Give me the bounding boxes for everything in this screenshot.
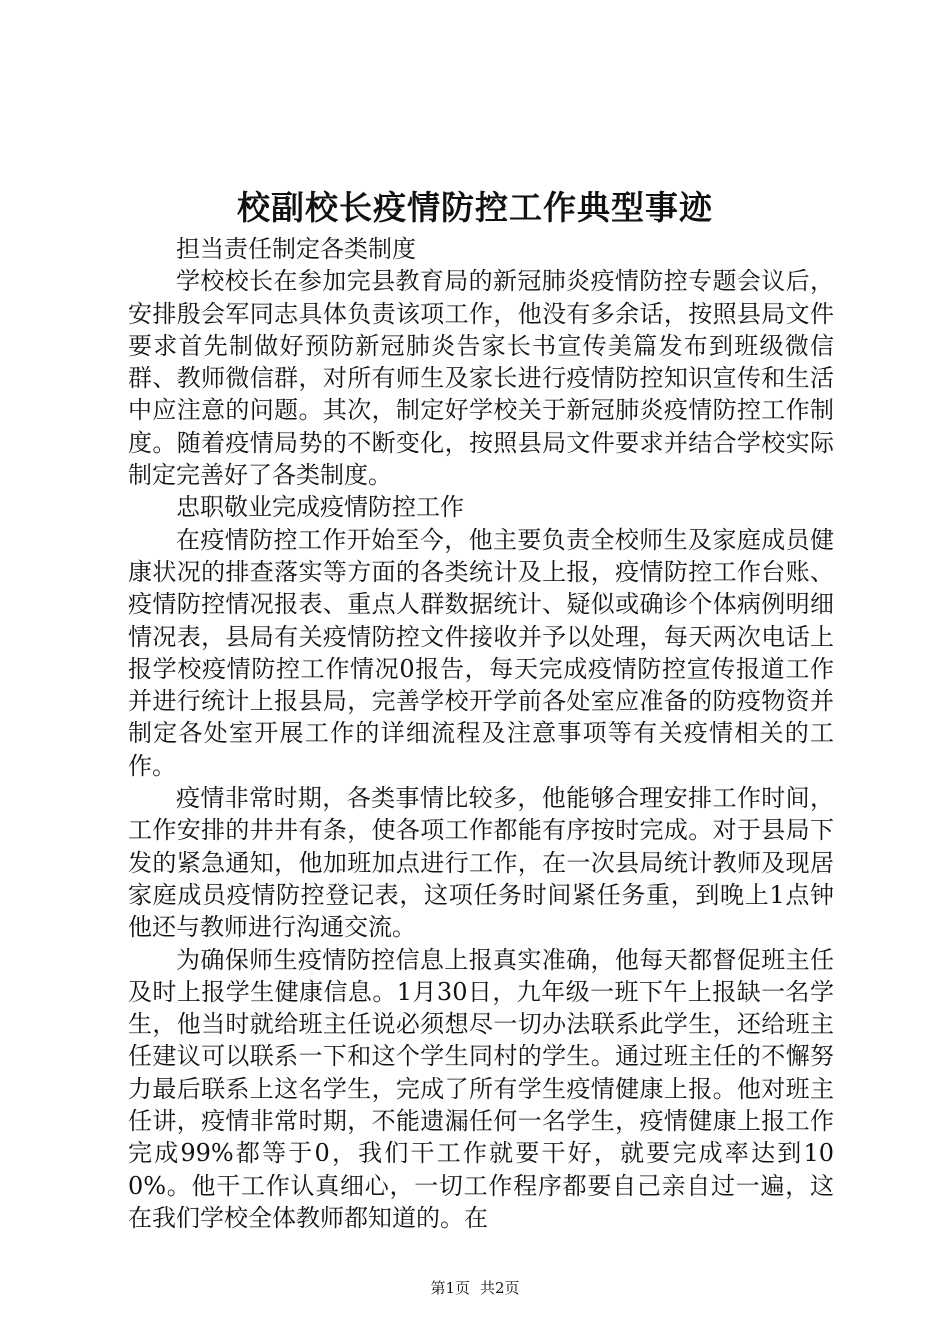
document-title: 校副校长疫情防控工作典型事迹	[237, 188, 713, 227]
section-heading-responsibility: 担当责任制定各类制度	[176, 235, 416, 263]
paragraph: 学校校长在参加完县教育局的新冠肺炎疫情防控专题会议后，安排殷会军同志具体负责该项工作，他没有多余话，按照县局文件要求首先制做好预防新冠肺炎告家长书宣传美篇发布到班级微信群、教师微信群，对所有师生及家长进行疫情防控知识宣传和生活中应注意的问题。其次，制定好学校关于新冠肺炎疫情防控工作制度。随着疫情局势的不断变化，按照县局文件要求并结合学校实际制定完善好了各类制度。	[128, 267, 834, 490]
section-heading-dedication: 忠职敬业完成疫情防控工作	[176, 493, 464, 522]
document-body	[128, 233, 834, 1234]
paragraph: 疫情非常时期，各类事情比较多，他能够合理安排工作时间，工作安排的井井有条，使各项工作都能有序按时完成。对于县局下发的紧急通知，他加班加点进行工作，在一次县局统计教师及现居家庭成员疫情防控登记表，这项任务时间紧任务重，到晚上1点钟他还与教师进行沟通交流。	[128, 784, 834, 942]
paragraph: 为确保师生疫情防控信息上报真实准确，他每天都督促班主任及时上报学生健康信息。1月30日，九年级一班下午上报缺一名学生，他当时就给班主任说必须想尽一切办法联系此学生，还给班主任建议可以联系一下和这个学生同村的学生。通过班主任的不懈努力最后联系上这名学生，完成了所有学生疫情健康上报。他对班主任讲，疫情非常时期，不能遗漏任何一名学生，疫情健康上报工作完成99%都等于0，我们干工作就要干好，就要完成率达到100%。他干工作认真细心，一切工作程序都要自己亲自过一遍，这在我们学校全体教师都知道的。在	[128, 945, 834, 1232]
page-number: 第1页	[430, 1279, 470, 1297]
page-footer	[0, 1278, 950, 1298]
page-total: 共2页	[480, 1279, 520, 1297]
paragraph: 在疫情防控工作开始至今，他主要负责全校师生及家庭成员健康状况的排查落实等方面的各类统计及上报，疫情防控工作台账、疫情防控情况报表、重点人群数据统计、疑似或确诊个体病例明细情况表，县局有关疫情防控文件接收并予以处理，每天两次电话上报学校疫情防控工作情况0报告，每天完成疫情防控宣传报道工作并进行统计上报县局，完善学校开学前各处室应准备的防疫物资并制定各处室开展工作的详细流程及注意事项等有关疫情相关的工作。	[128, 525, 834, 780]
